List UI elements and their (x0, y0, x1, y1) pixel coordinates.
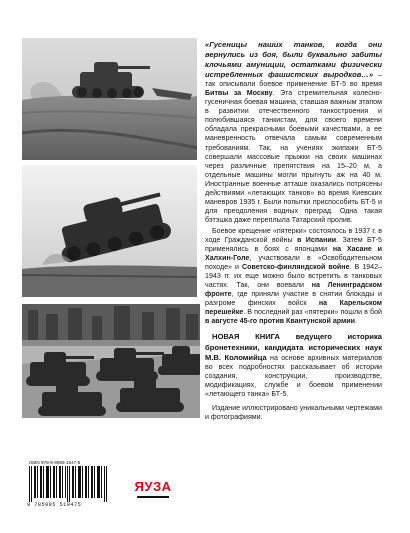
intro-text-b: . Эта стремительная колесно-гусеничная боевая машина, ставшая важным этапом в развитии отечественного танкостроения и полюбившаяся танкистам, для своего времени обладала прекрасными боевыми качествами, а ее маневренность отвечала самым современным требованиям. Так, на учениях экипажи БТ-5 совершали массовые прыжки на своих машинах через различные препятствия на 15–20 м, а отдельные машины могли прыгнуть аж на 40 м. Иностранные военные атташе оказались потрясены действиями «летающих танков» во время Киевских маневров 1935 г. Были попытки приспособить БТ-5 и для преодоления водных преград. Одна такая бэтэшка даже переплыла Татарский пролив. (205, 89, 382, 224)
combat-bold-finnish-war: Советско-финляндской войне (241, 263, 350, 272)
combat-bold-khasan: на Хасане и Халхин-Голе (205, 245, 382, 263)
combat-text-c: . Затем БТ-5 применялись в боях с японцами (205, 235, 382, 254)
combat-history-paragraph (205, 227, 382, 327)
isbn-label: ISBN 978-5-9955-1047-5 (29, 460, 81, 465)
combat-text-a: Боевое крещение «пятерки» состоялось в 1937 г. в ходе Гражданской войны (205, 226, 382, 244)
photo-tank-jumping (22, 165, 197, 297)
publisher-logo-underline (137, 496, 169, 498)
combat-bold-leningrad: на Ленинградском фронте (205, 281, 382, 299)
photo-tank-parade-image (22, 304, 200, 418)
photo-tank-in-field-image (22, 38, 197, 160)
publisher-logo (133, 476, 173, 500)
combat-text-h: . (354, 317, 357, 326)
photo-tank-in-field (22, 38, 197, 160)
barcode (25, 460, 117, 520)
closing-note: Издание иллюстрировано уникальными чертежами и фотографиями. (205, 403, 382, 421)
combat-text-g: . В последний раз «пятерки» пошли в бой (243, 308, 382, 317)
combat-bold-kwantung: в августе 45-го против Квантунской армии (205, 317, 355, 326)
new-book-title: НОВАЯ КНИГА ведущего историка бронетехники, кандидата исторических наук М.В. Коломийца (205, 332, 382, 362)
publisher-logo-text: ЯУЗА (134, 479, 172, 494)
combat-bold-karelian: на Карельском перешейке (205, 299, 382, 317)
intro-paragraph (205, 40, 382, 225)
barcode-bars (29, 466, 109, 502)
intro-quote: «Гусеницы наших танков, когда они вернулись из боя, были буквально забиты клочьями амуниции, остатками физически истребленных фашистских выродков…» (205, 40, 382, 80)
combat-bold-spain: в Испании (297, 235, 337, 244)
barcode-digits: 9 785995 510475 (27, 502, 82, 508)
photo-tank-jumping-image (22, 165, 197, 297)
combat-text-d: , участвовали в «Освободительном походе» и (205, 254, 382, 272)
photo-tank-parade (22, 304, 200, 418)
new-book-paragraph (205, 332, 382, 398)
intro-text-a: – так описывали боевое применение БТ-5 во время (205, 71, 382, 89)
intro-bold-moscow: Битвы за Москву (205, 89, 273, 98)
combat-text-e: . В 1942–1943 гг. их еще можно было встретить в танковых частях. Так, они воевали (205, 263, 382, 290)
annotation-text-column (205, 40, 382, 424)
new-book-description: на основе архивных материалов во всех подробностях рассказывает об истории создания, конструкции, производстве, модификациях, службе и боевом применении «летающего танка» БТ-5. (205, 353, 382, 398)
combat-text-f: , где приняли участие в снятии блокады и разгроме финских войск (205, 290, 382, 308)
